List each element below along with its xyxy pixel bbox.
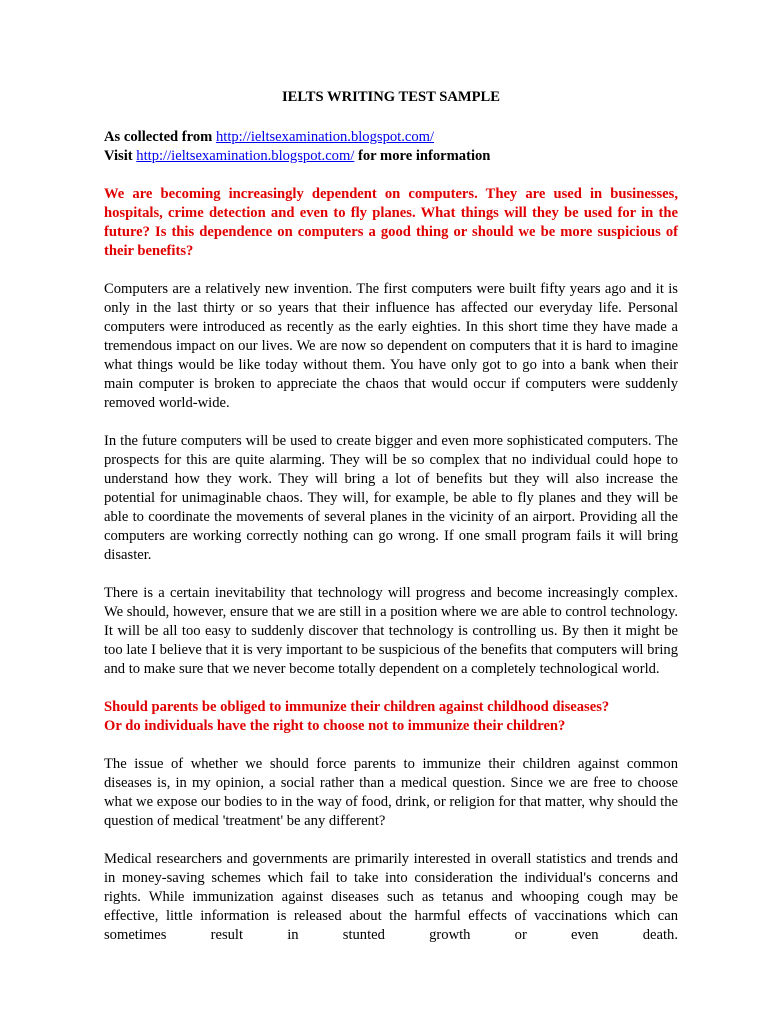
visit-prefix: Visit [104,148,137,164]
source-block [104,128,678,166]
question-2-line: Or do individuals have the right to choose not to immunize their children? [104,718,566,734]
document-title: IELTS WRITING TEST SAMPLE [281,89,501,105]
essay-2-paragraph: Medical researchers and governments are primarily interested in overall statistics and trends and in money-saving schemes which fail to take into consideration the individual's concerns and rights. While immunization against diseases such as tetanus and whooping cough may be effective, little information is released about the harmful effects of vaccinations which can sometimes result in stunted growth or even death. [104,851,678,943]
question-2-line: Should parents be obliged to immunize their children against childhood diseases? [104,699,610,715]
collected-prefix: As collected from [104,129,216,145]
visit-line [104,147,678,166]
collected-link[interactable]: http://ieltsexamination.blogspot.com/ [215,129,435,145]
essay-2-paragraph: The issue of whether we should force parents to immunize their children against common diseases is, in my opinion, a social rather than a medical question. Since we are free to choose what we expose our bodies to in the way of food, drink, or religion for that matter, why should the question of medical 'treatment' be any different? [104,756,678,829]
essay-1-paragraph: In the future computers will be used to create bigger and even more sophisticated computers. The prospects for this are quite alarming. They will be so complex that no individual could hope to understand how they work. They will bring a lot of benefits but they will also increase the potential for unimaginable chaos. They will, for example, be able to fly planes and they will be able to coordinate the movements of several planes in the vicinity of an airport. Providing all the computers are working correctly nothing can go wrong. If one small program fails it will bring disaster. [104,433,678,563]
collected-line [104,128,678,147]
visit-suffix: for more information [354,148,491,164]
essay-1-paragraph: There is a certain inevitability that technology will progress and become increasingly complex. We should, however, ensure that we are still in a position where we are able to control technology. It will be all too easy to suddenly discover that technology is controlling us. By then it might be too late I believe that it is very important to be suspicious of the benefits that computers will bring and to make sure that we never become totally dependent on a completely technological world. [104,585,678,677]
question-1: We are becoming increasingly dependent on computers. They are used in businesses, hospitals, crime detection and even to fly planes. What things will they be used for in the future? Is this dependence on computers a good thing or should we be more suspicious of their benefits? [104,186,678,259]
visit-link[interactable]: http://ieltsexamination.blogspot.com/ [136,148,355,164]
question-2 [104,698,678,736]
essay-1-paragraph: Computers are a relatively new invention. The first computers were built fifty years ago and it is only in the last thirty or so years that their influence has affected our everyday life. Personal computers were introduced as recently as the early eighties. In this short time they have made a tremendous impact on our lives. We are now so dependent on computers that it is hard to imagine what things would be like today without them. You have only got to go into a bank when their main computer is broken to appreciate the chaos that would occur if computers were suddenly removed world-wide. [104,281,678,411]
document-page [104,88,678,945]
